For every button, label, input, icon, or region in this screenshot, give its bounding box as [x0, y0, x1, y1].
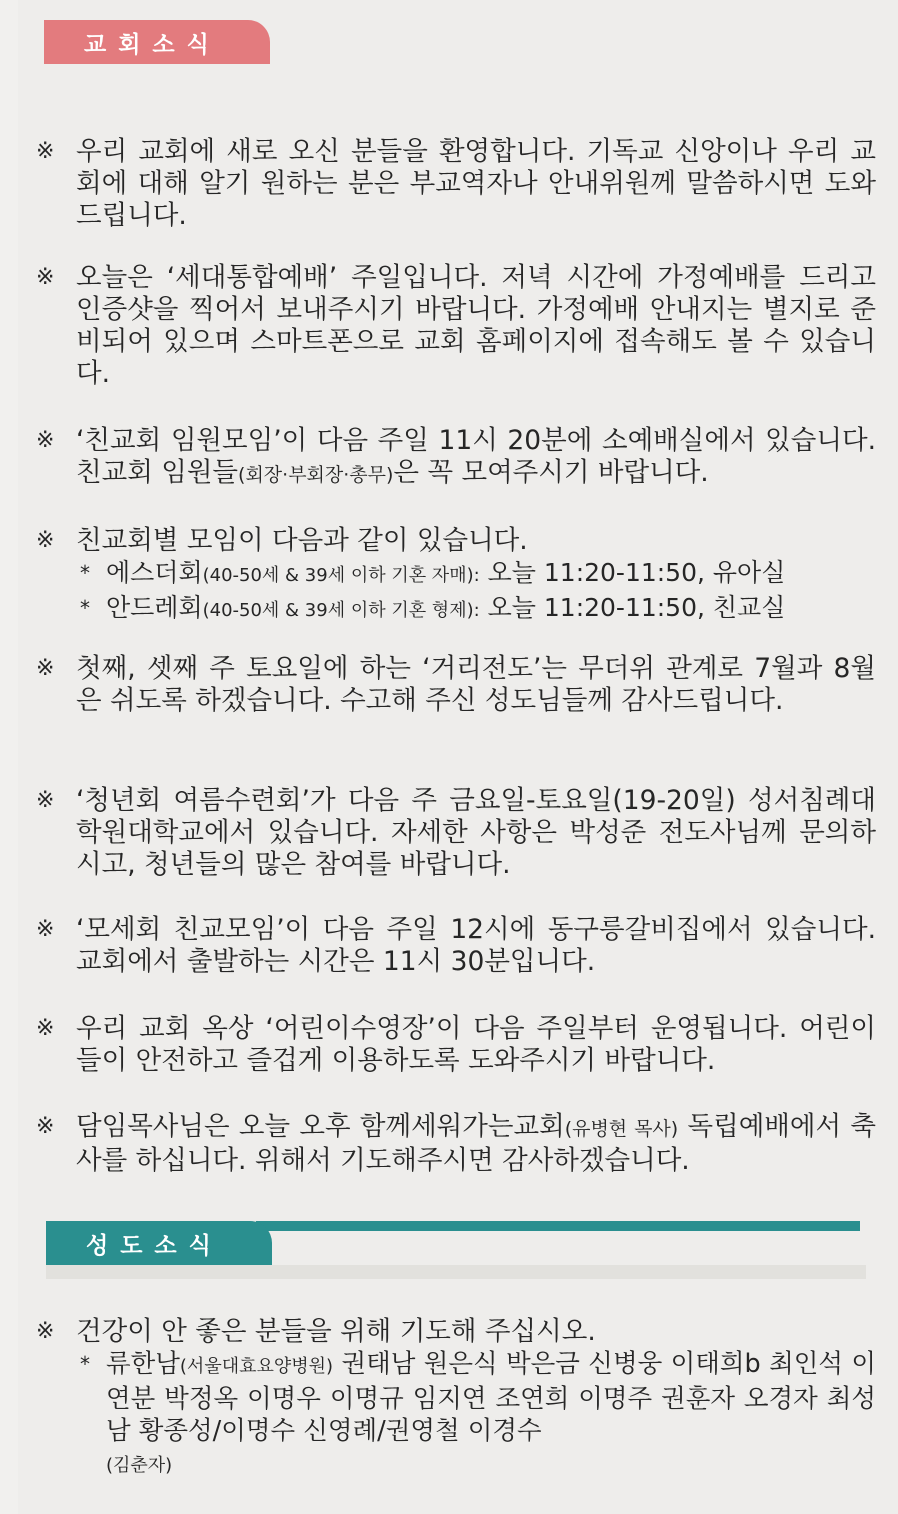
- notice-text-part: ‘친교회 임원모임’이 다음 주일 11시 20분에 소예배실에서 있습니다. 친교회 임원들: [76, 425, 876, 488]
- reference-mark-icon: ※: [36, 788, 55, 813]
- reference-mark-icon: ※: [36, 656, 55, 681]
- reference-mark-icon: ※: [36, 139, 55, 164]
- group-info: 오늘 11:20-11:50, 유아실: [479, 558, 786, 587]
- group-name: 에스더회: [106, 558, 203, 587]
- prayer-request: [36, 1316, 876, 1482]
- section-divider-shadow: [46, 1265, 866, 1279]
- prayer-name: 류한남: [106, 1349, 180, 1379]
- reference-mark-icon: ※: [36, 428, 55, 453]
- notice-item: [36, 525, 876, 627]
- notice-item: [36, 425, 876, 491]
- notice-note: (유병현 목사): [564, 1118, 679, 1140]
- notice-item: [36, 1111, 876, 1177]
- group-detail: (40-50세 & 39세 이하 기혼 형제):: [202, 600, 480, 621]
- prayer-names: 권태남 원은식 박은금 신병웅 이태희b 최인석 이연분 박정옥 이명우 이명규 임지연 조연희 이명주 권훈자 오경자 최성남 황종성/이명수 신영례/권영철 이경수: [106, 1349, 876, 1446]
- reference-mark-icon: ※: [36, 1319, 55, 1344]
- prayer-name-list: [76, 1348, 876, 1482]
- group-name: 안드레회: [106, 593, 203, 622]
- group-detail: (40-50세 & 39세 이하 기혼 자매):: [202, 565, 480, 586]
- notice-text: [76, 1111, 876, 1177]
- notice-text: 첫째, 셋째 주 토요일에 하는 ‘거리전도’는 무더위 관계로 7월과 8월은 쉬도록 하겠습니다. 수고해 주신 성도님들께 감사드립니다.: [76, 653, 876, 716]
- asterisk-icon: *: [80, 561, 90, 585]
- section-divider-line: [256, 1221, 860, 1231]
- notice-item: [36, 1013, 876, 1077]
- notice-item: [36, 136, 876, 232]
- asterisk-icon: *: [80, 596, 90, 620]
- notice-text: 친교회별 모임이 다음과 같이 있습니다.: [76, 525, 528, 556]
- group-info: 오늘 11:20-11:50, 친교실: [479, 593, 786, 622]
- reference-mark-icon: ※: [36, 1016, 55, 1041]
- reference-mark-icon: ※: [36, 917, 55, 942]
- notice-text-part: 은 꼭 모여주시기 바랍니다.: [393, 457, 709, 488]
- notice-item: [36, 262, 876, 390]
- asterisk-icon: *: [80, 1352, 90, 1376]
- prayer-note: (김춘자): [106, 1455, 173, 1476]
- notice-text: 오늘은 ‘세대통합예배’ 주일입니다. 저녁 시간에 가정예배를 드리고 인증샷을 찍어서 보내주시기 바랍니다. 가정예배 안내지는 별지로 준비되어 있으며 스마트폰으로 교회 홈페이지에 접속해도 볼 수 있습니다.: [76, 262, 876, 389]
- notice-text: ‘청년회 여름수련회’가 다음 주 금요일-토요일(19-20일) 성서침례대학원대학교에서 있습니다. 자세한 사항은 박성준 전도사님께 문의하시고, 청년들의 많은 참여를 바랍니다.: [76, 785, 876, 880]
- notice-text: 우리 교회 옥상 ‘어린이수영장’이 다음 주일부터 운영됩니다. 어린이들이 안전하고 즐겁게 이용하도록 도와주시기 바랍니다.: [76, 1013, 876, 1076]
- notice-item: [36, 653, 876, 717]
- notice-text: 우리 교회에 새로 오신 분들을 환영합니다. 기독교 신앙이나 우리 교회에 대해 알기 원하는 분은 부교역자나 안내위원께 말씀하시면 도와드립니다.: [76, 136, 876, 231]
- church-news-heading: 교회소식: [44, 20, 270, 64]
- group-meeting-line: [76, 557, 876, 592]
- prayer-intro: 건강이 안 좋은 분들을 위해 기도해 주십시오.: [76, 1316, 596, 1347]
- notice-text-part: 담임목사님은 오늘 오후 함께세워가는교회: [76, 1111, 565, 1142]
- member-news-heading: 성도소식: [46, 1221, 272, 1265]
- notice-text: [76, 425, 876, 491]
- notice-item: [36, 914, 876, 978]
- prayer-note: (서울대효요양병원): [179, 1356, 334, 1377]
- reference-mark-icon: ※: [36, 265, 55, 290]
- reference-mark-icon: ※: [36, 528, 55, 553]
- notice-text: ‘모세회 친교모임’이 다음 주일 12시에 동구릉갈비집에서 있습니다. 교회에서 출발하는 시간은 11시 30분입니다.: [76, 914, 876, 977]
- notice-text-part: 독립예배에서 축사를 하십니다. 위해서 기도해주시면 감사하겠습니다.: [76, 1111, 876, 1176]
- notice-note: (회장·부회장·총무): [238, 464, 394, 486]
- group-meeting-line: [76, 592, 876, 627]
- reference-mark-icon: ※: [36, 1114, 55, 1139]
- notice-item: [36, 785, 876, 881]
